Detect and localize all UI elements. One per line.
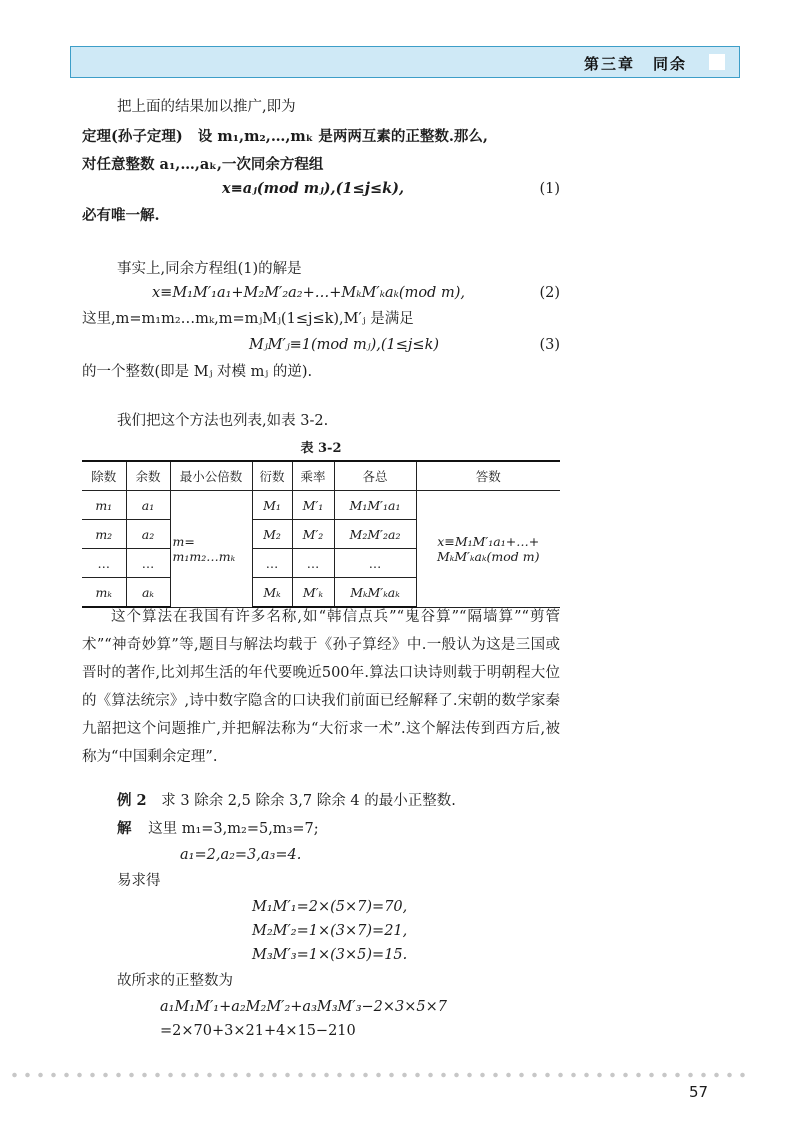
intro-text: 把上面的结果加以推广,即为: [117, 99, 296, 115]
equation-1-number: (1): [539, 181, 560, 197]
table-cell: m₁: [82, 491, 126, 520]
chapter-title: 第三章 同余: [583, 55, 687, 73]
table-cell: Mₖ: [252, 578, 292, 608]
table-cell: M′₁: [292, 491, 334, 520]
header-lcm: 最小公倍数: [170, 461, 252, 491]
header-divisor: 除数: [82, 461, 126, 491]
table-cell: M₂: [252, 520, 292, 549]
page-number: 57: [689, 1083, 709, 1101]
header-square-decoration: [709, 54, 725, 70]
theorem-premise: 设 m₁,m₂,…,mₖ 是两两互素的正整数.那么,: [197, 128, 488, 145]
remainder-table: [82, 460, 560, 608]
table-intro: 我们把这个方法也列表,如表 3-2.: [117, 413, 329, 429]
result-line-2: =2×70+3×21+4×15−210: [160, 1023, 356, 1039]
fact-line-2: 这里,m=m₁m₂…mₖ,m=mⱼMⱼ(1≤j≤k),M′ⱼ 是满足: [82, 311, 414, 327]
calc-line-1: M₁M′₁=2×(5×7)=70,: [252, 899, 408, 915]
solution-line-1: [117, 820, 319, 838]
solution-label: 解: [117, 820, 132, 837]
therefore-text: 故所求的正整数为: [117, 973, 233, 989]
equation-1-text: x≡aⱼ(mod mⱼ),(1≤j≤k),: [222, 180, 405, 197]
fact-line-3: 的一个整数(即是 Mⱼ 对模 mⱼ 的逆).: [82, 364, 313, 380]
equation-3-text: MⱼM′ⱼ≡1(mod mⱼ),(1≤j≤k): [249, 337, 440, 353]
solution-remainders: a₁=2,a₂=3,a₃=4.: [180, 847, 302, 863]
footer-dotted-rule: [8, 1072, 748, 1078]
answer-cell: x≡M₁M′₁a₁+…+ MₖM′ₖaₖ(mod m): [416, 491, 560, 608]
header-total: 各总: [334, 461, 416, 491]
header-remainder: 余数: [126, 461, 170, 491]
lcm-cell: m= m₁m₂…mₖ: [170, 491, 252, 608]
result-line-1: a₁M₁M′₁+a₂M₂M′₂+a₃M₃M′₃−2×3×5×7: [160, 999, 448, 1015]
fact-line-1: 事实上,同余方程组(1)的解是: [117, 261, 302, 277]
example-problem: 求 3 除余 2,5 除余 3,7 除余 4 的最小正整数.: [161, 793, 456, 809]
easy-text: 易求得: [117, 873, 161, 889]
calc-line-3: M₃M′₃=1×(3×5)=15.: [252, 947, 408, 963]
table-cell: …: [292, 549, 334, 578]
table-cell: …: [252, 549, 292, 578]
table-cell: m₂: [82, 520, 126, 549]
theorem-label: 定理(孙子定理): [82, 128, 183, 145]
example-line: [117, 792, 456, 810]
equation-2-number: (2): [539, 285, 560, 301]
table-cell: MₖM′ₖaₖ: [334, 578, 416, 608]
equation-2-text: x≡M₁M′₁a₁+M₂M′₂a₂+…+MₖM′ₖaₖ(mod m),: [152, 285, 465, 301]
theorem-line-1: [82, 128, 488, 146]
theorem-line-2: 对任意整数 a₁,…,aₖ,一次同余方程组: [82, 156, 324, 173]
table-cell: M₂M′₂a₂: [334, 520, 416, 549]
history-paragraph: 这个算法在我国有许多名称,如“韩信点兵”“鬼谷算”“隔墙算”“剪管术”“神奇妙算”等,题目与解法均载于《孙子算经》中.一般认为这是三国或晋时的著作,比刘邦生活的年代要晚近500年.算法口诀诗则载于明朝程大位的《算法统宗》,诗中数字隐含的口诀我们前面已经解释了.宋朝的数学家秦九韶把这个问题推广,并把解法称为“大衍求一术”.这个解法传到西方后,被称为“中国剩余定理”.: [82, 609, 560, 765]
table-cell: a₂: [126, 520, 170, 549]
equation-3: [82, 336, 560, 354]
table-row: [82, 491, 560, 520]
table-header-row: [82, 461, 560, 491]
equation-3-number: (3): [539, 337, 560, 353]
table-cell: …: [82, 549, 126, 578]
equation-2: [82, 284, 560, 302]
table-cell: aₖ: [126, 578, 170, 608]
table-cell: …: [334, 549, 416, 578]
header-multiplier: 乘率: [292, 461, 334, 491]
table-cell: M₁M′₁a₁: [334, 491, 416, 520]
chapter-header: [70, 46, 740, 78]
header-answer: 答数: [416, 461, 560, 491]
table-cell: mₖ: [82, 578, 126, 608]
table-caption: 表 3-2: [300, 441, 342, 456]
table-cell: M₁: [252, 491, 292, 520]
table-cell: …: [126, 549, 170, 578]
table-cell: a₁: [126, 491, 170, 520]
equation-1: [82, 180, 560, 198]
solution-moduli: 这里 m₁=3,m₂=5,m₃=7;: [148, 821, 319, 837]
table-cell: M′ₖ: [292, 578, 334, 608]
theorem-conclusion: 必有唯一解.: [82, 207, 160, 224]
table-cell: M′₂: [292, 520, 334, 549]
calc-line-2: M₂M′₂=1×(3×7)=21,: [252, 923, 408, 939]
example-label: 例 2: [117, 792, 147, 809]
header-derived: 衍数: [252, 461, 292, 491]
